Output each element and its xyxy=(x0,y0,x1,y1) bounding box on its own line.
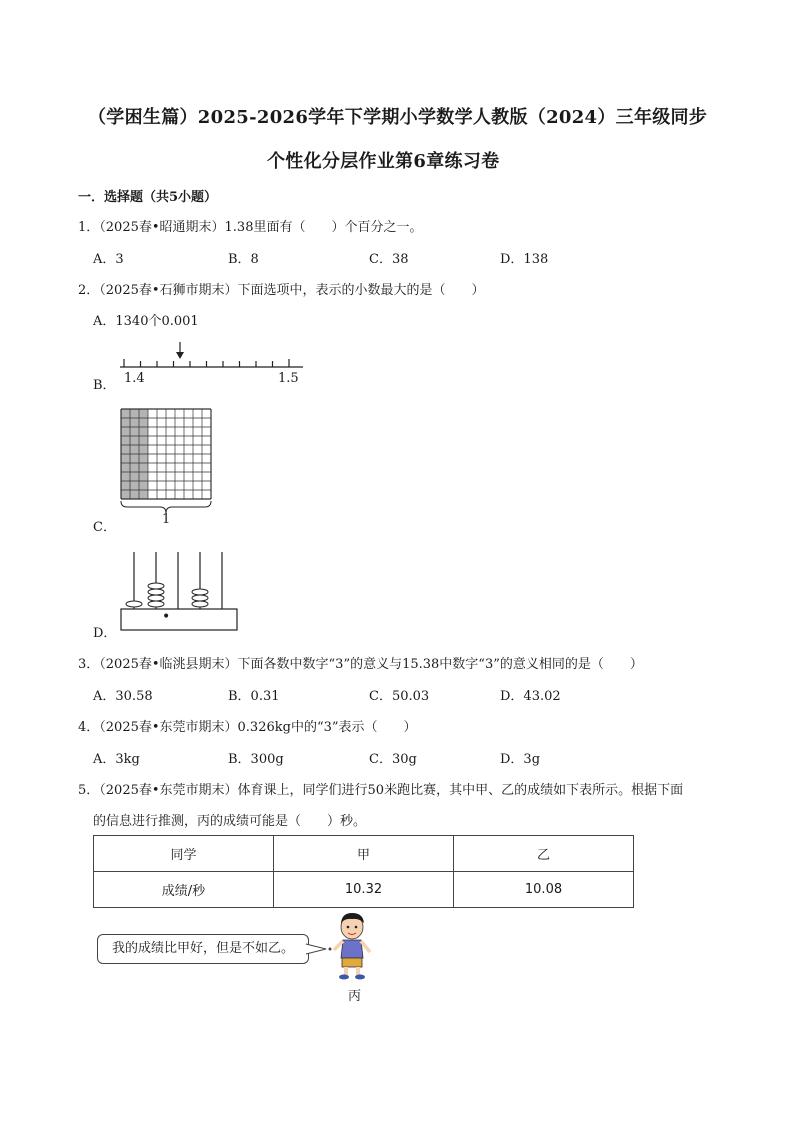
abacus-bead xyxy=(192,589,208,595)
question-4-stem: 4．（2025春•东莞市期末）0.326kg中的“3”表示（ ） xyxy=(78,720,417,735)
table-cell: 10.08 xyxy=(454,872,634,908)
boy-character-icon xyxy=(332,908,382,983)
question-3-stem: 3．（2025春•临洮县期末）下面各数中数字“3”的意义与15.38中数字“3”的意义相同的是（ ） xyxy=(78,657,643,672)
abacus-bead xyxy=(192,601,208,607)
table-header-cell: 乙 xyxy=(454,836,634,872)
abacus-bead xyxy=(148,589,164,595)
question-2-option-b-label[interactable]: B． xyxy=(93,378,116,393)
question-4-option-b[interactable]: B．300g xyxy=(228,752,284,767)
section-heading: 一．选择题（共5小题） xyxy=(78,190,218,205)
question-2-option-a[interactable]: A．1340个0.001 xyxy=(93,314,199,329)
question-4-option-a[interactable]: A．3kg xyxy=(93,752,140,767)
question-2-stem: 2．（2025春•石狮市期末）下面选项中，表示的小数最大的是（ ） xyxy=(78,283,485,298)
table-cell: 成绩/秒 xyxy=(94,872,274,908)
abacus-figure xyxy=(120,550,240,632)
table-row xyxy=(94,836,634,872)
question-4-option-c[interactable]: C．30g xyxy=(369,752,417,767)
arrow-down-icon xyxy=(176,342,184,359)
question-3-option-d[interactable]: D．43.02 xyxy=(500,689,561,704)
question-3-option-c[interactable]: C．50.03 xyxy=(369,689,430,704)
question-5-stem-line1: 5．（2025春•东莞市期末）体育课上，同学们进行50米跑比赛，其中甲、乙的成绩如下表所示。根据下面 xyxy=(78,783,684,798)
question-3-option-b[interactable]: B．0.31 xyxy=(228,689,280,704)
abacus-decimal-dot: • xyxy=(162,609,171,625)
number-line-end-label: 1.5 xyxy=(278,371,299,386)
hundred-grid-figure xyxy=(120,408,220,528)
abacus-bead xyxy=(148,583,164,589)
question-1-option-d[interactable]: D．138 xyxy=(500,252,549,267)
question-5-stem-line2: 的信息进行推测，丙的成绩可能是（ ）秒。 xyxy=(93,814,367,829)
character-label: 丙 xyxy=(348,989,362,1004)
document-title-line2: 个性化分层作业第6章练习卷 xyxy=(267,151,500,172)
question-2-option-c-label[interactable]: C． xyxy=(93,520,116,535)
question-1-option-c[interactable]: C．38 xyxy=(369,252,409,267)
table-row xyxy=(94,872,634,908)
table-cell: 10.32 xyxy=(274,872,454,908)
question-1-option-a[interactable]: A．3 xyxy=(93,252,124,267)
score-table xyxy=(93,835,634,908)
speech-bubble: 我的成绩比甲好，但是不如乙。 xyxy=(97,934,309,964)
abacus-bead xyxy=(192,595,208,601)
question-3-option-a[interactable]: A．30.58 xyxy=(93,689,153,704)
table-header-cell: 甲 xyxy=(274,836,454,872)
abacus-bead xyxy=(148,601,164,607)
abacus-bead xyxy=(126,601,142,607)
number-line-start-label: 1.4 xyxy=(124,371,145,386)
question-4-option-d[interactable]: D．3g xyxy=(500,752,541,767)
question-2-option-d-label[interactable]: D． xyxy=(93,626,117,641)
question-1-stem: 1．（2025春•昭通期末）1.38里面有（ ）个百分之一。 xyxy=(78,220,423,235)
question-1-option-b[interactable]: B．8 xyxy=(228,252,259,267)
grid-brace-label: 1 xyxy=(162,512,171,527)
table-header-cell: 同学 xyxy=(94,836,274,872)
abacus-bead xyxy=(148,595,164,601)
document-title-line1: （学困生篇）2025-2026学年下学期小学数学人教版（2024）三年级同步 xyxy=(88,107,708,128)
